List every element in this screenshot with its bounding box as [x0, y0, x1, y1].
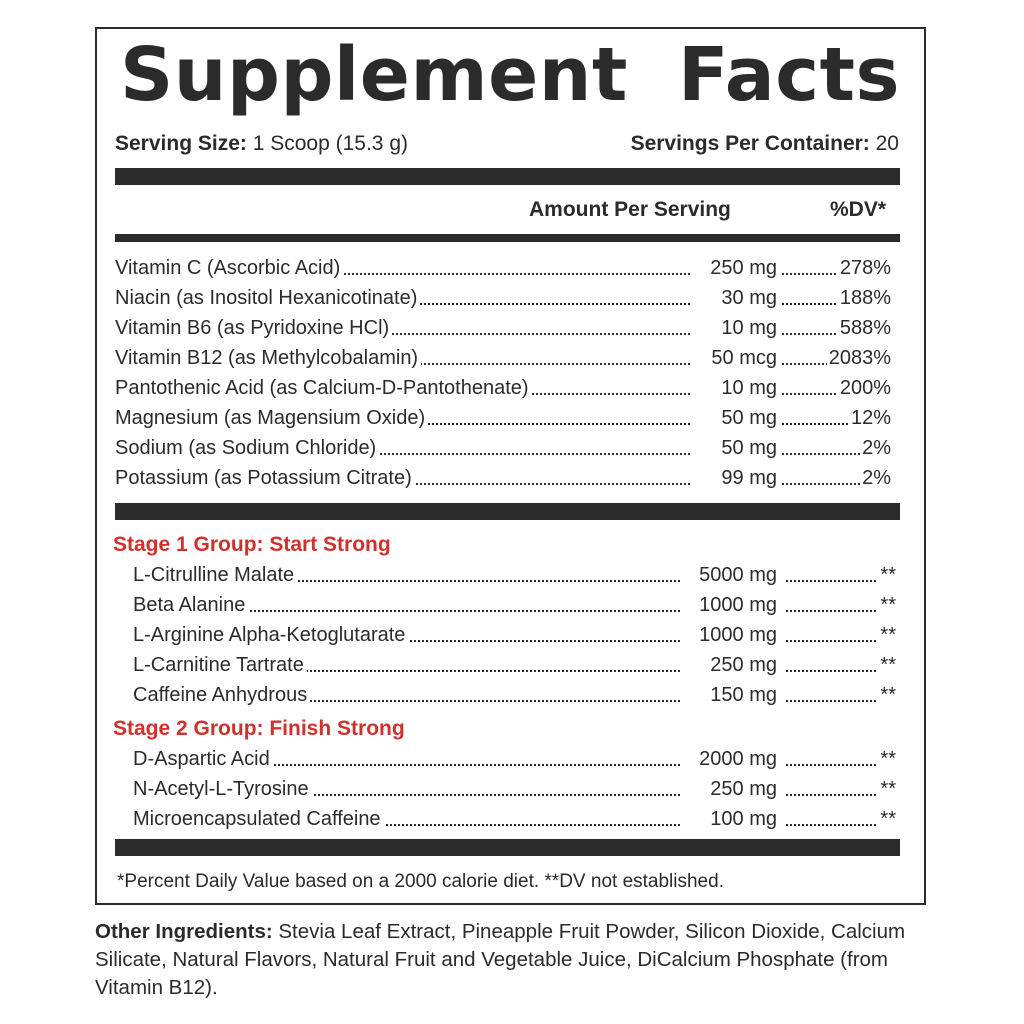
- ingredient-row: [0, 285, 1024, 311]
- serving-size-value: 1 Scoop (15.3 g): [246, 132, 408, 155]
- amount-per-serving-header: Amount Per Serving: [529, 198, 731, 221]
- other-ingredients-label: Other Ingredients:: [95, 920, 273, 943]
- ingredient-dv: 588%: [839, 317, 891, 339]
- ingredient-name: D-Aspartic Acid: [133, 746, 273, 772]
- ingredient-name: Caffeine Anhydrous: [133, 682, 310, 708]
- ingredient-dv: 278%: [839, 257, 891, 279]
- ingredient-amount: 250 mg: [706, 652, 777, 678]
- ingredient-name: L-Citrulline Malate: [133, 562, 297, 588]
- leader-dots: [786, 676, 876, 702]
- ingredient-amount: 1000 mg: [695, 622, 777, 648]
- ingredient-row: [0, 345, 1024, 371]
- divider-bar: [115, 503, 900, 520]
- ingredient-amount: 250 mg: [706, 255, 777, 281]
- ingredient-name: N-Acetyl-L-Tyrosine: [133, 776, 312, 802]
- ingredient-name: Vitamin B12 (as Methylcobalamin): [115, 345, 421, 371]
- leader-dots: [786, 770, 876, 796]
- ingredient-dv: 2%: [862, 437, 891, 459]
- ingredient-dv: **: [880, 778, 896, 800]
- ingredient-name: Niacin (as Inositol Hexanicotinate): [115, 285, 420, 311]
- ingredient-name: Vitamin B6 (as Pyridoxine HCl): [115, 315, 392, 341]
- leader-dots: [786, 646, 876, 672]
- ingredient-amount: 10 mg: [717, 375, 777, 401]
- ingredient-amount: 2000 mg: [695, 746, 777, 772]
- serving-size: [115, 130, 408, 158]
- ingredient-row: [0, 375, 1024, 401]
- ingredient-row: [0, 776, 1024, 802]
- ingredient-name: Beta Alanine: [133, 592, 248, 618]
- other-ingredients-text: Stevia Leaf Extract, Pineapple Fruit Powder, Silicon Dioxide, Calcium Silicate, Natural Flavors, Natural Fruit and Vegetable Juice, DiCalcium Phosphate (from Vitamin B12).: [95, 920, 906, 999]
- ingredient-amount: 30 mg: [717, 285, 777, 311]
- serving-size-label: Serving Size:: [115, 132, 247, 155]
- ingredient-name: Pantothenic Acid (as Calcium-D-Pantothenate): [115, 375, 532, 401]
- footnote: *Percent Daily Value based on a 2000 calorie diet. **DV not established.: [117, 871, 724, 892]
- ingredient-row: [0, 652, 1024, 678]
- dv-header: %DV*: [830, 198, 887, 221]
- ingredient-amount: 1000 mg: [695, 592, 777, 618]
- ingredient-amount: 10 mg: [717, 315, 777, 341]
- ingredient-amount: 150 mg: [706, 682, 777, 708]
- ingredient-dv: 2%: [862, 467, 891, 489]
- ingredient-amount: 99 mg: [717, 465, 777, 491]
- ingredient-dv: **: [880, 748, 896, 770]
- group-heading: Stage 2 Group: Finish Strong: [113, 717, 405, 740]
- ingredient-name: L-Carnitine Tartrate: [133, 652, 307, 678]
- ingredient-row: [0, 255, 1024, 281]
- leader-dots: [786, 740, 876, 766]
- ingredient-row: [0, 592, 1024, 618]
- ingredient-dv: 12%: [850, 407, 891, 429]
- leader-dots: [786, 616, 876, 642]
- ingredient-name: Potassium (as Potassium Citrate): [115, 465, 415, 491]
- divider-bar: [115, 839, 900, 856]
- leader-dots: [782, 429, 860, 455]
- servings-per-container: [631, 130, 899, 158]
- ingredient-amount: 250 mg: [706, 776, 777, 802]
- leader-dots: [782, 459, 860, 485]
- ingredient-dv: **: [880, 594, 896, 616]
- ingredient-row: [0, 405, 1024, 431]
- ingredient-dv: 2083%: [828, 347, 891, 369]
- ingredient-amount: 5000 mg: [695, 562, 777, 588]
- ingredient-dv: 200%: [839, 377, 891, 399]
- panel-title: Supplement Facts: [120, 32, 900, 118]
- group-heading: Stage 1 Group: Start Strong: [113, 533, 391, 556]
- ingredient-amount: 50 mg: [717, 405, 777, 431]
- serving-info: [115, 130, 899, 158]
- ingredient-dv: **: [880, 684, 896, 706]
- leader-dots: [786, 586, 876, 612]
- ingredient-row: [0, 435, 1024, 461]
- leader-dots: [786, 800, 876, 826]
- other-ingredients: [95, 918, 915, 1002]
- ingredient-row: [0, 465, 1024, 491]
- ingredient-amount: 50 mcg: [707, 345, 777, 371]
- ingredient-name: Magnesium (as Magensium Oxide): [115, 405, 428, 431]
- ingredient-row: [0, 746, 1024, 772]
- ingredient-dv: **: [880, 624, 896, 646]
- ingredient-dv: **: [880, 654, 896, 676]
- ingredient-name: L-Arginine Alpha-Ketoglutarate: [133, 622, 408, 648]
- ingredient-dv: **: [880, 564, 896, 586]
- ingredient-row: [0, 622, 1024, 648]
- leader-dots: [786, 556, 876, 582]
- divider-bar: [115, 234, 900, 242]
- servings-per-container-value: 20: [869, 132, 899, 155]
- ingredient-row: [0, 315, 1024, 341]
- ingredient-row: [0, 682, 1024, 708]
- ingredient-amount: 100 mg: [706, 806, 777, 832]
- ingredient-name: Sodium (as Sodium Chloride): [115, 435, 379, 461]
- ingredient-row: [0, 806, 1024, 832]
- ingredient-row: [0, 562, 1024, 588]
- divider-bar: [115, 168, 900, 185]
- ingredient-amount: 50 mg: [717, 435, 777, 461]
- ingredient-dv: 188%: [839, 287, 891, 309]
- ingredient-name: Microencapsulated Caffeine: [133, 806, 384, 832]
- ingredient-dv: **: [880, 808, 896, 830]
- ingredient-name: Vitamin C (Ascorbic Acid): [115, 255, 343, 281]
- servings-per-container-label: Servings Per Container:: [630, 132, 870, 155]
